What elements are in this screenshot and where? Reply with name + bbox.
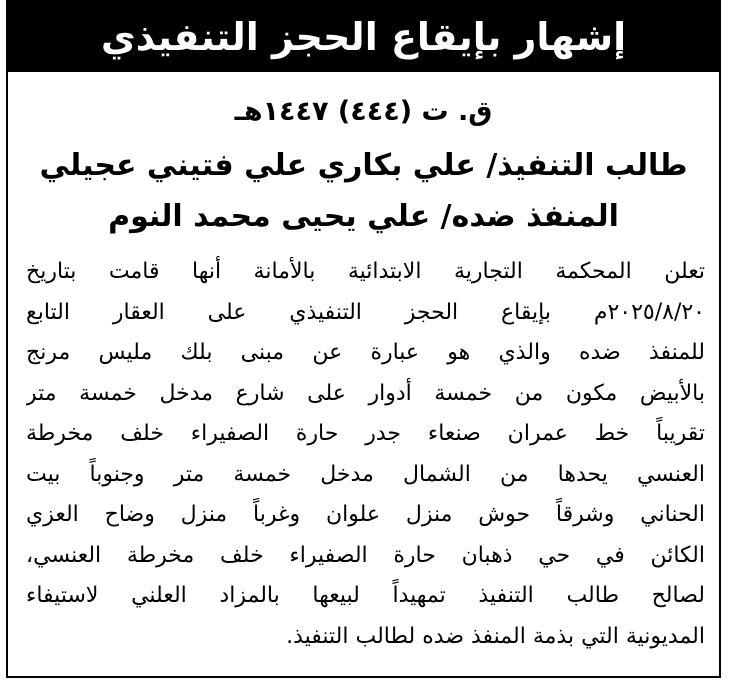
notice-header-bar <box>8 2 719 72</box>
body-line: المديونية التي بذمة المنفذ ضده لطالب التنفيذ. <box>286 623 705 649</box>
body-line: تقريباً خط عمران صنعاء جدر حارة الصفيراء خلف مخرطة <box>26 421 705 446</box>
body-line: لصالح طالب التنفيذ تمهيداً لبيعها بالمزاد العلني لاستيفاء <box>26 583 705 608</box>
execution-applicant: طالب التنفيذ/ علي بكاري علي فتيني عجيلي <box>39 148 688 183</box>
body-line: تعلن المحكمة التجارية الابتدائية بالأمانة أنها قامت بتاريخ <box>26 259 705 284</box>
body-line: ٢٠٢٥/٨/٢٠م بإيقاع الحجز التنفيذي على العقار التابع <box>26 299 705 325</box>
notice-title: إشهار بإيقاع الحجز التنفيذي <box>100 15 627 59</box>
case-number: ق. ت (٤٤٤) ١٤٤٧هـ <box>234 96 493 127</box>
body-line: العنسي يحدها من الشمال مدخل خمسة متر وجنوباً بيت <box>26 461 705 487</box>
body-line: الحناني وشرقاً حوش منزل علوان وغرباً منزل وضاح العزي <box>26 502 705 527</box>
body-line: للمنفذ ضده والذي هو عبارة عن مبنى بلك مليس مرنج <box>26 340 705 365</box>
court-notice <box>6 0 721 678</box>
body-line: بالأبيض مكون من خمسة أدوار على شارع مدخل خمسة متر <box>26 380 705 406</box>
notice-body <box>26 252 705 657</box>
body-line: الكائن في حي ذهبان حارة الصفيراء خلف مخرطة العنسي، <box>26 542 705 568</box>
execution-respondent: المنفذ ضده/ علي يحيى محمد النوم <box>108 199 619 234</box>
